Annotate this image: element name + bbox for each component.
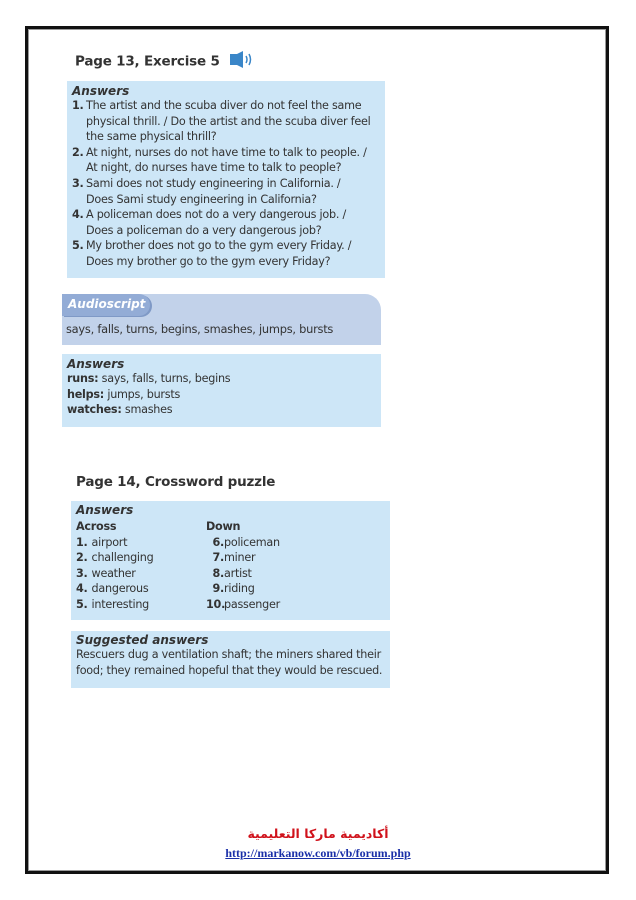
entry-word: weather bbox=[91, 566, 136, 580]
suggested-answers-box bbox=[71, 631, 390, 688]
answers-title: Answers bbox=[67, 357, 125, 371]
suggested-line: food; they remained hopeful that they would be rescued. bbox=[76, 663, 383, 677]
across-column bbox=[76, 519, 154, 613]
answer-line: Does my brother go to the gym every Friday? bbox=[86, 254, 331, 268]
answers-list bbox=[72, 98, 385, 270]
speaker-icon[interactable] bbox=[229, 51, 255, 72]
entry-word: riding bbox=[224, 582, 255, 596]
answer-value: smashes bbox=[121, 403, 173, 417]
down-entry bbox=[206, 550, 280, 566]
down-entry bbox=[206, 535, 280, 551]
answer-line: Sami does not study engineering in California. / bbox=[86, 176, 341, 190]
answer-row-runs bbox=[67, 371, 381, 387]
entry-word: challenging bbox=[91, 551, 154, 565]
answer-row-helps bbox=[67, 387, 381, 403]
audioscript-box bbox=[62, 294, 381, 345]
entry-word: miner bbox=[224, 551, 256, 565]
answer-number: 1. bbox=[72, 99, 84, 112]
suggested-title: Suggested answers bbox=[76, 633, 209, 647]
across-entry bbox=[76, 535, 154, 551]
entry-word: airport bbox=[91, 535, 128, 549]
entry-number: 8. bbox=[212, 566, 224, 580]
footer-forum-link[interactable]: http://markanow.com/vb/forum.php bbox=[225, 846, 411, 860]
answer-number: 4. bbox=[72, 208, 84, 222]
audioscript-text: says, falls, turns, begins, smashes, jumps, bursts bbox=[66, 322, 334, 336]
down-entry bbox=[206, 581, 280, 597]
answer-line: physical thrill. / Do the artist and the scuba diver feel bbox=[86, 114, 371, 128]
suggested-line: Rescuers dug a ventilation shaft; the miners shared their bbox=[76, 648, 381, 661]
answer-line: Does Sami study engineering in California? bbox=[86, 192, 317, 206]
entry-word: interesting bbox=[91, 597, 150, 611]
down-list bbox=[206, 535, 280, 613]
answer-line: Does a policeman do a very dangerous job? bbox=[86, 223, 322, 237]
entry-number: 3. bbox=[76, 566, 88, 580]
across-entry bbox=[76, 597, 154, 613]
answer-line: At night, do nurses have time to talk to people? bbox=[86, 161, 342, 175]
across-entry bbox=[76, 550, 154, 566]
answer-item bbox=[72, 176, 385, 207]
down-label: Down bbox=[206, 520, 241, 533]
answer-item bbox=[72, 98, 385, 145]
entry-number: 7. bbox=[212, 551, 224, 565]
entry-number: 1. bbox=[76, 535, 88, 549]
answer-item bbox=[72, 207, 385, 238]
answers-title: Answers bbox=[72, 84, 130, 98]
exercise-heading bbox=[75, 51, 255, 72]
down-column bbox=[206, 519, 280, 613]
answer-value: jumps, bursts bbox=[104, 387, 181, 401]
answer-line: A policeman does not do a very dangerous job. / bbox=[86, 208, 346, 222]
answer-row-watches bbox=[67, 402, 381, 418]
down-entry bbox=[206, 566, 280, 582]
answer-item bbox=[72, 238, 385, 269]
answer-key: runs: bbox=[67, 372, 99, 385]
answer-number: 2. bbox=[72, 145, 84, 159]
answers-box-crossword bbox=[71, 501, 390, 620]
audioscript-tab bbox=[62, 294, 150, 316]
entry-word: artist bbox=[224, 566, 252, 580]
entry-word: passenger bbox=[224, 597, 280, 611]
answer-line: The artist and the scuba diver do not feel the same bbox=[86, 99, 362, 112]
across-list bbox=[76, 535, 154, 613]
answers-box-exercise5 bbox=[67, 81, 385, 278]
entry-word: policeman bbox=[224, 535, 280, 549]
crossword-heading: Page 14, Crossword puzzle bbox=[76, 474, 276, 490]
answer-number: 3. bbox=[72, 176, 84, 190]
entry-number: 6. bbox=[212, 535, 224, 549]
across-entry bbox=[76, 566, 154, 582]
entry-number: 10. bbox=[206, 597, 226, 611]
entry-word: dangerous bbox=[91, 582, 149, 596]
answer-number: 5. bbox=[72, 239, 84, 253]
answer-key: watches: bbox=[67, 403, 122, 417]
answer-line: the same physical thrill? bbox=[86, 130, 217, 144]
answer-line: My brother does not go to the gym every Friday. / bbox=[86, 239, 352, 253]
answer-value: says, falls, turns, begins bbox=[98, 372, 231, 385]
answer-line: At night, nurses do not have time to talk to people. / bbox=[86, 145, 367, 159]
across-label: Across bbox=[76, 520, 117, 533]
answers-box-verbs bbox=[62, 354, 381, 427]
entry-number: 4. bbox=[76, 582, 88, 596]
entry-number: 9. bbox=[212, 582, 224, 596]
answer-key: helps: bbox=[67, 387, 105, 401]
exercise-heading-text: Page 13, Exercise 5 bbox=[75, 53, 220, 70]
across-entry bbox=[76, 581, 154, 597]
footer-academy-name: أكاديمية ماركا التعليمية bbox=[247, 826, 389, 841]
entry-number: 2. bbox=[76, 551, 88, 565]
audioscript-label: Audioscript bbox=[68, 297, 146, 311]
answers-title: Answers bbox=[76, 503, 134, 517]
answer-item bbox=[72, 145, 385, 176]
down-entry bbox=[206, 597, 280, 613]
entry-number: 5. bbox=[76, 597, 88, 611]
